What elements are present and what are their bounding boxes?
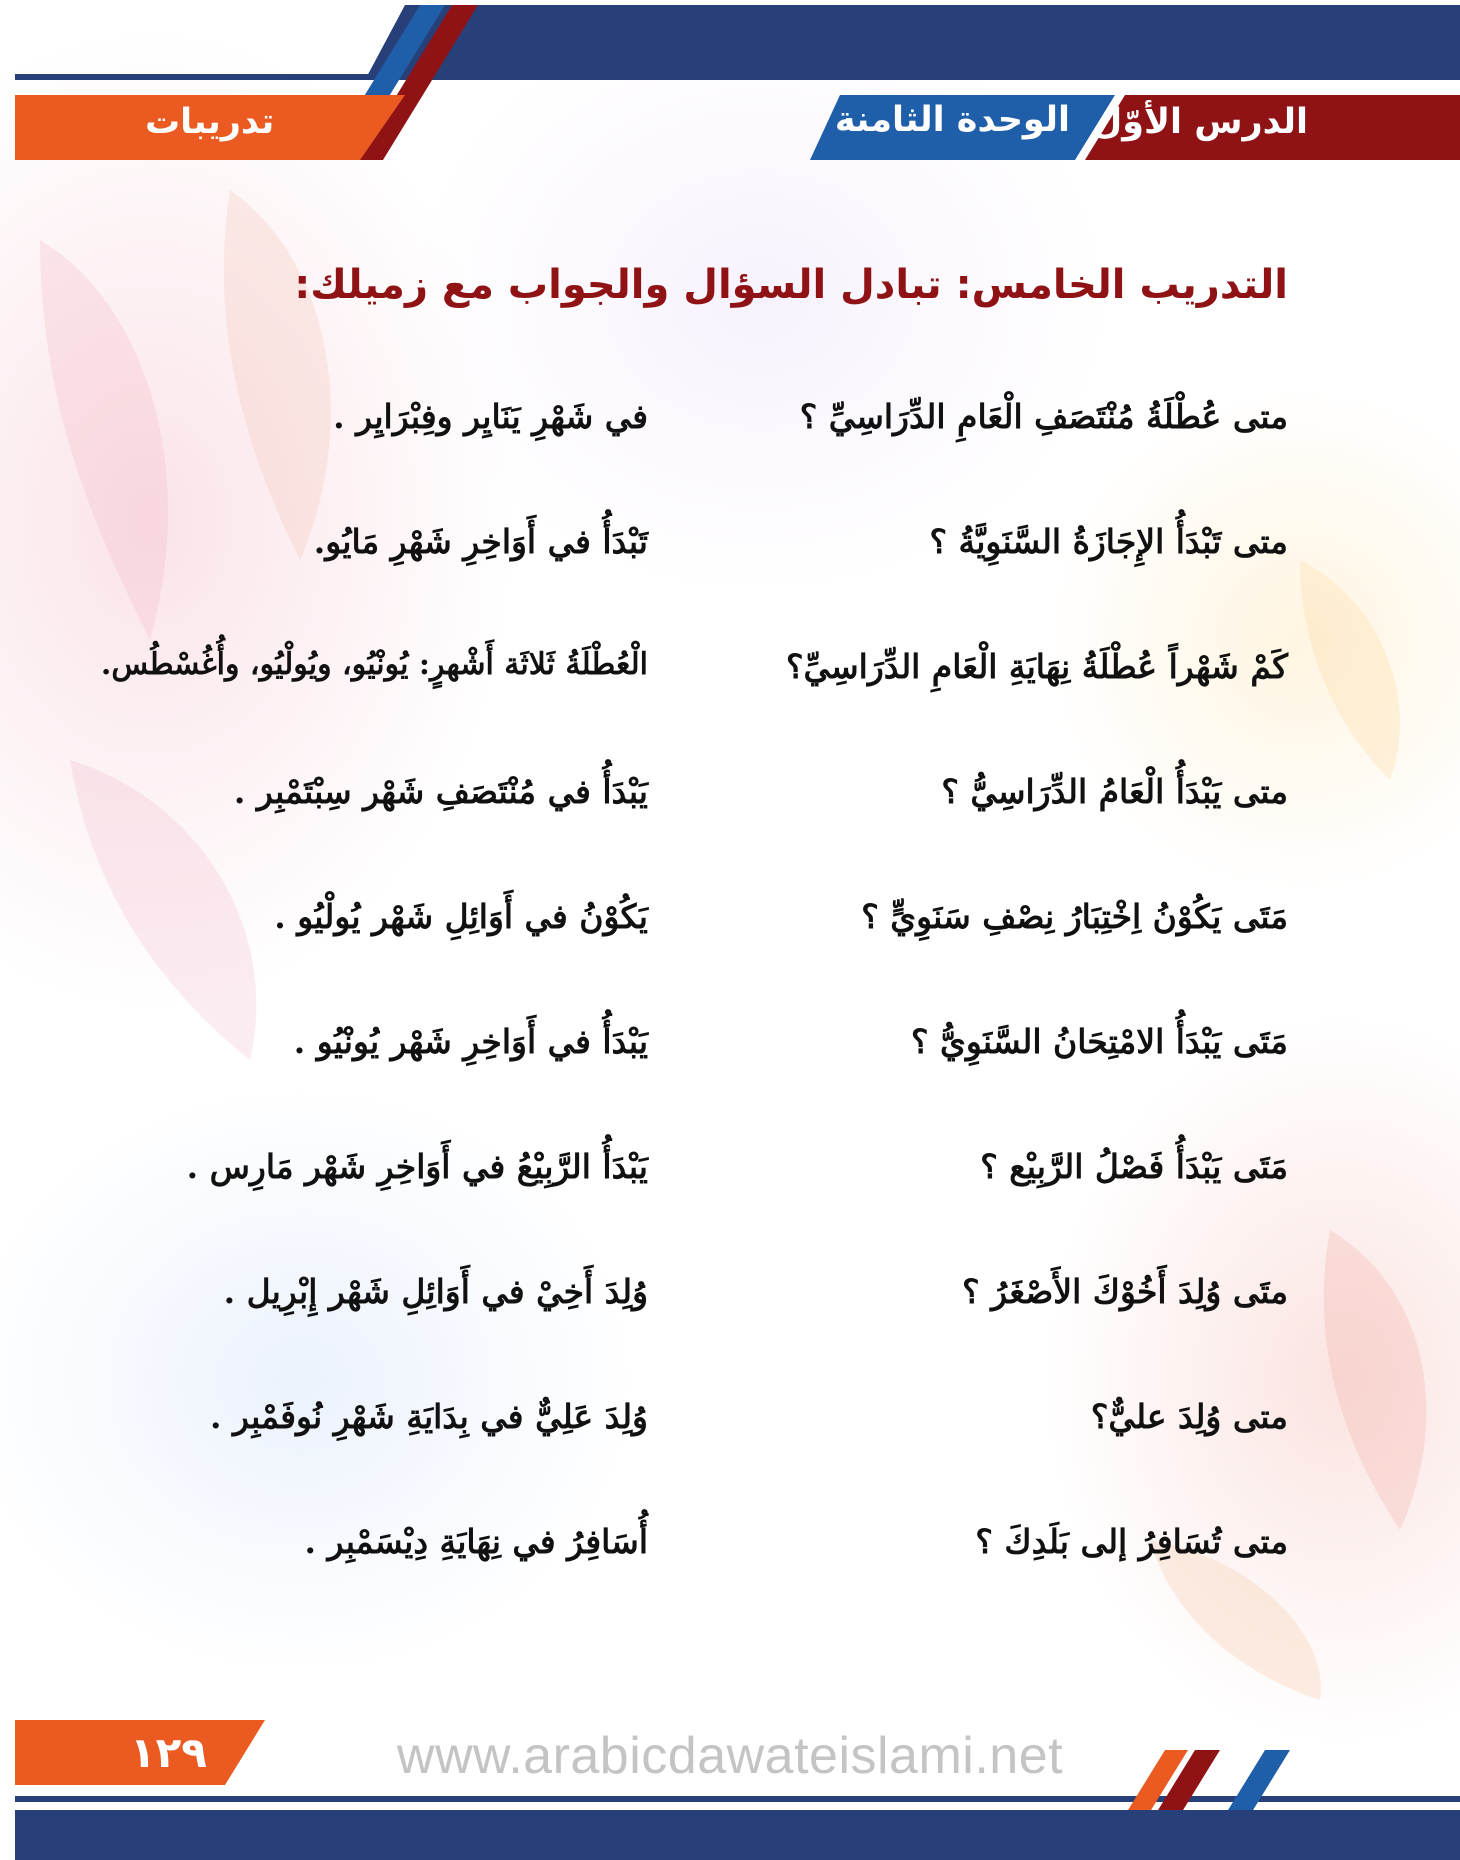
question-text: كَمْ شَهْراً عُطْلَةُ نِهَايَةِ الْعَامِ الدِّرَاسِيِّ؟ [785, 647, 1288, 686]
list-item [0, 397, 1460, 457]
footer-navy-band [15, 1810, 1460, 1860]
exercise-title: التدريب الخامس: تبادل السؤال والجواب مع زميلك: [294, 262, 1288, 308]
answer-text: يَكُوْنُ في أَوَائِلِ شَهْر يُولْيُو . [274, 897, 648, 936]
list-item [0, 1272, 1460, 1332]
list-item [0, 1397, 1460, 1457]
answer-text: يَبْدَأُ الرَّبِيْعُ في أَوَاخِرِ شَهْر مَارِس . [186, 1147, 648, 1186]
list-item [0, 772, 1460, 832]
header-navy-band [365, 5, 1460, 80]
question-text: مَتَى يَبْدَأُ الامْتِحَانُ السَّنَوِيُّ ؟ [911, 1022, 1288, 1061]
page-header [0, 0, 1460, 170]
header-bars [0, 0, 1460, 170]
answer-text: في شَهْرِ يَنَايِر وفِبْرَايِر . [333, 397, 648, 436]
answer-text: الْعُطْلَةُ ثَلاثَة أَشْهرٍ: يُونْيُو، ويُولْيُو، وأُغُسْطُس. [100, 647, 648, 682]
question-text: متى تَبْدَأُ الإِجَازَةُ السَّنَوِيَّةُ ؟ [929, 522, 1288, 561]
list-item [0, 897, 1460, 957]
answer-text: وُلِدَ أَخِيْ في أَوَائِلِ شَهْر إِبْرِيل . [223, 1272, 648, 1311]
list-item [0, 1147, 1460, 1207]
answer-text: وُلِدَ عَلِيٌّ في بِدَايَةِ شَهْرِ نُوفَمْبِر . [209, 1397, 648, 1436]
lesson-label: الدرس الأوّل [1091, 102, 1308, 142]
question-text: متى تُسَافِرُ إلى بَلَدِكَ ؟ [975, 1522, 1288, 1561]
list-item [0, 1522, 1460, 1582]
list-item [0, 522, 1460, 582]
question-text: متى يَبْدَأُ الْعَامُ الدِّرَاسِيُّ ؟ [941, 772, 1288, 811]
header-rule [15, 74, 1460, 80]
question-text: متى عُطْلَةُ مُنْتَصَفِ الْعَامِ الدِّرَاسِيِّ ؟ [799, 397, 1288, 436]
list-item [0, 1022, 1460, 1082]
answer-text: تَبْدَأُ في أَوَاخِرِ شَهْرِ مَايُو. [313, 522, 648, 561]
watermark-text: www.arabicdawateislami.net [396, 1727, 1064, 1785]
unit-label: الوحدة الثامنة [834, 100, 1070, 140]
page-number: ١٢٩ [130, 1728, 207, 1777]
question-text: متَى وُلِدَ أَخُوْكَ الأَصْغَرُ ؟ [962, 1272, 1288, 1311]
list-item [0, 647, 1460, 707]
question-text: متى وُلِدَ عليٌّ؟ [1090, 1397, 1288, 1436]
question-text: مَتَى يَبْدَأُ فَصْلُ الرَّبِيْع ؟ [980, 1147, 1288, 1186]
answer-text: أُسَافِرُ في نِهَايَةِ دِيْسَمْبِر . [304, 1522, 648, 1561]
answer-text: يَبْدَأُ في مُنْتَصَفِ شَهْر سِبْتَمْبِر . [233, 772, 648, 811]
answer-text: يَبْدَأُ في أَوَاخِرِ شَهْر يُونْيُو . [293, 1022, 648, 1061]
section-label: تدريبات [145, 102, 275, 142]
question-text: مَتَى يَكُوْنُ اِخْتِبَارُ نِصْفِ سَنَوِيٍّ ؟ [861, 897, 1288, 936]
